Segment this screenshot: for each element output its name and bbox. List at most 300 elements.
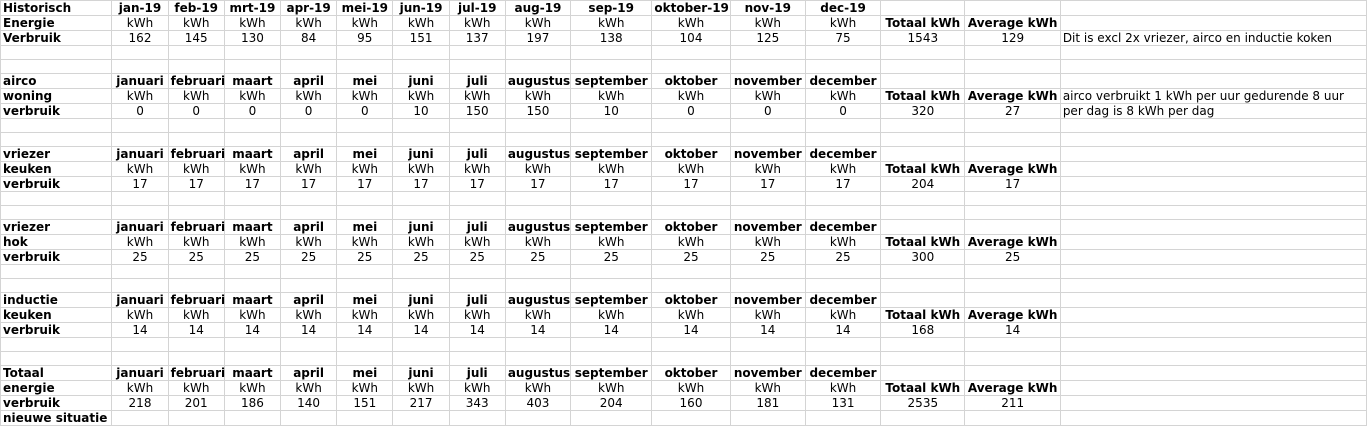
unit-cell[interactable]: kWh: [571, 308, 652, 323]
value-cell[interactable]: 17: [571, 177, 652, 192]
empty-cell[interactable]: [505, 133, 570, 147]
unit-cell[interactable]: kWh: [224, 89, 280, 104]
avg-label-cell[interactable]: Average kWh: [965, 16, 1060, 31]
value-cell[interactable]: 17: [281, 177, 337, 192]
empty-cell[interactable]: [337, 60, 393, 74]
empty-cell[interactable]: [571, 352, 652, 366]
empty-cell[interactable]: [1, 46, 112, 60]
month-header-cell[interactable]: feb-19: [168, 1, 224, 16]
month-header-cell[interactable]: januari: [112, 293, 168, 308]
value-cell[interactable]: 17: [652, 177, 730, 192]
empty-cell[interactable]: [965, 46, 1060, 60]
value-cell[interactable]: 131: [805, 396, 880, 411]
value-cell[interactable]: 150: [505, 104, 570, 119]
block-label-cell[interactable]: verbruik: [1, 396, 112, 411]
empty-cell[interactable]: [1060, 235, 1366, 250]
empty-cell[interactable]: [112, 352, 168, 366]
unit-cell[interactable]: kWh: [168, 162, 224, 177]
month-header-cell[interactable]: mei: [337, 147, 393, 162]
empty-cell[interactable]: [337, 265, 393, 279]
empty-cell[interactable]: [1060, 177, 1366, 192]
avg-label-cell[interactable]: Average kWh: [965, 308, 1060, 323]
empty-cell[interactable]: [281, 411, 337, 426]
empty-cell[interactable]: [393, 46, 449, 60]
value-cell[interactable]: 14: [571, 323, 652, 338]
month-header-cell[interactable]: januari: [112, 74, 168, 89]
month-header-cell[interactable]: februari: [168, 147, 224, 162]
month-header-cell[interactable]: oktober-19: [652, 1, 730, 16]
value-cell[interactable]: 138: [571, 31, 652, 46]
empty-cell[interactable]: [224, 265, 280, 279]
unit-cell[interactable]: kWh: [449, 162, 505, 177]
month-header-cell[interactable]: mei-19: [337, 1, 393, 16]
unit-cell[interactable]: kWh: [224, 381, 280, 396]
month-header-cell[interactable]: juni: [393, 220, 449, 235]
empty-cell[interactable]: [881, 46, 965, 60]
month-header-cell[interactable]: juni: [393, 293, 449, 308]
empty-cell[interactable]: [805, 352, 880, 366]
unit-cell[interactable]: kWh: [730, 308, 805, 323]
month-header-cell[interactable]: december: [805, 147, 880, 162]
value-cell[interactable]: 25: [281, 250, 337, 265]
empty-cell[interactable]: [224, 352, 280, 366]
month-header-cell[interactable]: juni: [393, 74, 449, 89]
month-header-cell[interactable]: april: [281, 74, 337, 89]
month-header-cell[interactable]: december: [805, 74, 880, 89]
value-cell[interactable]: 14: [505, 323, 570, 338]
empty-cell[interactable]: [337, 411, 393, 426]
month-header-cell[interactable]: maart: [224, 366, 280, 381]
month-header-cell[interactable]: mei: [337, 74, 393, 89]
empty-cell[interactable]: [1060, 323, 1366, 338]
block-label-cell[interactable]: woning: [1, 89, 112, 104]
empty-cell[interactable]: [281, 119, 337, 133]
avg-value-cell[interactable]: 14: [965, 323, 1060, 338]
month-header-cell[interactable]: jul-19: [449, 1, 505, 16]
month-header-cell[interactable]: september: [571, 366, 652, 381]
month-header-cell[interactable]: januari: [112, 220, 168, 235]
unit-cell[interactable]: kWh: [730, 381, 805, 396]
unit-cell[interactable]: kWh: [168, 381, 224, 396]
empty-cell[interactable]: [730, 411, 805, 426]
empty-cell[interactable]: [168, 206, 224, 220]
empty-cell[interactable]: [805, 133, 880, 147]
value-cell[interactable]: 14: [337, 323, 393, 338]
month-header-cell[interactable]: september: [571, 220, 652, 235]
empty-cell[interactable]: [337, 338, 393, 352]
unit-cell[interactable]: kWh: [730, 16, 805, 31]
month-header-cell[interactable]: augustus: [505, 293, 570, 308]
unit-cell[interactable]: kWh: [571, 381, 652, 396]
empty-cell[interactable]: [449, 192, 505, 206]
value-cell[interactable]: 10: [571, 104, 652, 119]
empty-cell[interactable]: [168, 119, 224, 133]
value-cell[interactable]: 84: [281, 31, 337, 46]
empty-cell[interactable]: [805, 119, 880, 133]
empty-cell[interactable]: [730, 192, 805, 206]
month-header-cell[interactable]: december: [805, 366, 880, 381]
month-header-cell[interactable]: augustus: [505, 74, 570, 89]
empty-cell[interactable]: [571, 192, 652, 206]
value-cell[interactable]: 25: [337, 250, 393, 265]
unit-cell[interactable]: kWh: [505, 89, 570, 104]
total-label-cell[interactable]: Totaal kWh: [881, 235, 965, 250]
empty-cell[interactable]: [337, 46, 393, 60]
empty-cell[interactable]: [1060, 147, 1366, 162]
block-label-cell[interactable]: verbruik: [1, 250, 112, 265]
empty-cell[interactable]: [965, 119, 1060, 133]
month-header-cell[interactable]: november: [730, 293, 805, 308]
month-header-cell[interactable]: juli: [449, 74, 505, 89]
unit-cell[interactable]: kWh: [168, 235, 224, 250]
value-cell[interactable]: 25: [652, 250, 730, 265]
value-cell[interactable]: 25: [505, 250, 570, 265]
value-cell[interactable]: 0: [281, 104, 337, 119]
empty-cell[interactable]: [112, 60, 168, 74]
unit-cell[interactable]: kWh: [652, 381, 730, 396]
month-header-cell[interactable]: jun-19: [393, 1, 449, 16]
unit-cell[interactable]: kWh: [730, 162, 805, 177]
empty-cell[interactable]: [730, 206, 805, 220]
empty-cell[interactable]: [505, 206, 570, 220]
avg-value-cell[interactable]: 211: [965, 396, 1060, 411]
value-cell[interactable]: 186: [224, 396, 280, 411]
unit-cell[interactable]: kWh: [730, 89, 805, 104]
value-cell[interactable]: 17: [505, 177, 570, 192]
empty-cell[interactable]: [505, 119, 570, 133]
empty-cell[interactable]: [965, 1, 1060, 16]
empty-cell[interactable]: [1, 265, 112, 279]
unit-cell[interactable]: kWh: [112, 162, 168, 177]
month-header-cell[interactable]: december: [805, 220, 880, 235]
empty-cell[interactable]: [965, 192, 1060, 206]
unit-cell[interactable]: kWh: [730, 235, 805, 250]
unit-cell[interactable]: kWh: [652, 235, 730, 250]
empty-cell[interactable]: [1, 133, 112, 147]
value-cell[interactable]: 403: [505, 396, 570, 411]
value-cell[interactable]: 150: [449, 104, 505, 119]
empty-cell[interactable]: [1060, 411, 1366, 426]
value-cell[interactable]: 218: [112, 396, 168, 411]
empty-cell[interactable]: [1060, 133, 1366, 147]
value-cell[interactable]: 14: [168, 323, 224, 338]
unit-cell[interactable]: kWh: [449, 381, 505, 396]
total-value-cell[interactable]: 300: [881, 250, 965, 265]
empty-cell[interactable]: [505, 46, 570, 60]
value-cell[interactable]: 25: [112, 250, 168, 265]
empty-cell[interactable]: [168, 46, 224, 60]
value-cell[interactable]: 160: [652, 396, 730, 411]
month-header-cell[interactable]: maart: [224, 220, 280, 235]
empty-cell[interactable]: [505, 352, 570, 366]
empty-cell[interactable]: [965, 366, 1060, 381]
value-cell[interactable]: 14: [805, 323, 880, 338]
block-label-cell[interactable]: verbruik: [1, 323, 112, 338]
empty-cell[interactable]: [168, 411, 224, 426]
unit-cell[interactable]: kWh: [281, 235, 337, 250]
month-header-cell[interactable]: mei: [337, 293, 393, 308]
value-cell[interactable]: 0: [730, 104, 805, 119]
empty-cell[interactable]: [881, 220, 965, 235]
month-header-cell[interactable]: november: [730, 147, 805, 162]
empty-cell[interactable]: [112, 133, 168, 147]
month-header-cell[interactable]: november: [730, 366, 805, 381]
total-value-cell[interactable]: 2535: [881, 396, 965, 411]
unit-cell[interactable]: kWh: [224, 16, 280, 31]
empty-cell[interactable]: [881, 206, 965, 220]
empty-cell[interactable]: [881, 147, 965, 162]
empty-cell[interactable]: [281, 192, 337, 206]
month-header-cell[interactable]: maart: [224, 74, 280, 89]
value-cell[interactable]: 25: [571, 250, 652, 265]
empty-cell[interactable]: [1060, 192, 1366, 206]
empty-cell[interactable]: [805, 206, 880, 220]
empty-cell[interactable]: [112, 338, 168, 352]
empty-cell[interactable]: [393, 352, 449, 366]
value-cell[interactable]: 17: [337, 177, 393, 192]
empty-cell[interactable]: [224, 206, 280, 220]
month-header-cell[interactable]: december: [805, 293, 880, 308]
value-cell[interactable]: 17: [224, 177, 280, 192]
empty-cell[interactable]: [965, 411, 1060, 426]
unit-cell[interactable]: kWh: [224, 308, 280, 323]
header-title-cell[interactable]: Historisch: [1, 1, 112, 16]
empty-cell[interactable]: [1060, 206, 1366, 220]
empty-cell[interactable]: [881, 265, 965, 279]
empty-cell[interactable]: [281, 352, 337, 366]
empty-cell[interactable]: [730, 352, 805, 366]
empty-cell[interactable]: [1060, 396, 1366, 411]
empty-cell[interactable]: [571, 265, 652, 279]
month-header-cell[interactable]: april: [281, 220, 337, 235]
empty-cell[interactable]: [571, 279, 652, 293]
value-cell[interactable]: 10: [393, 104, 449, 119]
month-header-cell[interactable]: februari: [168, 74, 224, 89]
block-label-cell[interactable]: vriezer: [1, 147, 112, 162]
empty-cell[interactable]: [652, 411, 730, 426]
unit-cell[interactable]: kWh: [337, 89, 393, 104]
empty-cell[interactable]: [505, 265, 570, 279]
empty-cell[interactable]: [337, 206, 393, 220]
unit-cell[interactable]: kWh: [505, 381, 570, 396]
empty-cell[interactable]: [965, 293, 1060, 308]
unit-cell[interactable]: kWh: [805, 89, 880, 104]
unit-cell[interactable]: kWh: [281, 381, 337, 396]
unit-cell[interactable]: kWh: [337, 16, 393, 31]
unit-cell[interactable]: kWh: [505, 16, 570, 31]
month-header-cell[interactable]: mei: [337, 220, 393, 235]
block-label-cell[interactable]: keuken: [1, 162, 112, 177]
empty-cell[interactable]: [571, 60, 652, 74]
value-cell[interactable]: 75: [805, 31, 880, 46]
empty-cell[interactable]: [1, 279, 112, 293]
unit-cell[interactable]: kWh: [571, 162, 652, 177]
empty-cell[interactable]: [112, 206, 168, 220]
value-cell[interactable]: 130: [224, 31, 280, 46]
month-header-cell[interactable]: september: [571, 74, 652, 89]
unit-cell[interactable]: kWh: [281, 89, 337, 104]
unit-cell[interactable]: kWh: [505, 162, 570, 177]
unit-cell[interactable]: kWh: [393, 162, 449, 177]
unit-cell[interactable]: kWh: [652, 89, 730, 104]
note-cell[interactable]: Dit is excl 2x vriezer, airco en inductie koken: [1060, 31, 1366, 46]
empty-cell[interactable]: [281, 338, 337, 352]
value-cell[interactable]: 145: [168, 31, 224, 46]
month-header-cell[interactable]: mei: [337, 366, 393, 381]
empty-cell[interactable]: [881, 133, 965, 147]
block-label-cell[interactable]: nieuwe situatie: [1, 411, 112, 426]
block-label-cell[interactable]: airco: [1, 74, 112, 89]
empty-cell[interactable]: [281, 279, 337, 293]
empty-cell[interactable]: [1060, 352, 1366, 366]
block-label-cell[interactable]: vriezer: [1, 220, 112, 235]
empty-cell[interactable]: [449, 352, 505, 366]
note-cell[interactable]: airco verbruikt 1 kWh per uur gedurende 8 uur: [1060, 89, 1366, 104]
empty-cell[interactable]: [652, 133, 730, 147]
block-label-cell[interactable]: Totaal: [1, 366, 112, 381]
empty-cell[interactable]: [449, 46, 505, 60]
value-cell[interactable]: 151: [393, 31, 449, 46]
month-header-cell[interactable]: september: [571, 293, 652, 308]
empty-cell[interactable]: [571, 46, 652, 60]
month-header-cell[interactable]: november: [730, 74, 805, 89]
unit-cell[interactable]: kWh: [168, 308, 224, 323]
empty-cell[interactable]: [393, 60, 449, 74]
value-cell[interactable]: 25: [393, 250, 449, 265]
empty-cell[interactable]: [1060, 46, 1366, 60]
empty-cell[interactable]: [224, 46, 280, 60]
month-header-cell[interactable]: mrt-19: [224, 1, 280, 16]
month-header-cell[interactable]: maart: [224, 147, 280, 162]
empty-cell[interactable]: [965, 60, 1060, 74]
month-header-cell[interactable]: sep-19: [571, 1, 652, 16]
value-cell[interactable]: 151: [337, 396, 393, 411]
empty-cell[interactable]: [881, 366, 965, 381]
empty-cell[interactable]: [112, 46, 168, 60]
empty-cell[interactable]: [168, 265, 224, 279]
unit-cell[interactable]: kWh: [449, 308, 505, 323]
empty-cell[interactable]: [881, 411, 965, 426]
empty-cell[interactable]: [224, 411, 280, 426]
unit-cell[interactable]: kWh: [337, 308, 393, 323]
avg-value-cell[interactable]: 129: [965, 31, 1060, 46]
empty-cell[interactable]: [652, 119, 730, 133]
empty-cell[interactable]: [1, 352, 112, 366]
empty-cell[interactable]: [881, 119, 965, 133]
avg-label-cell[interactable]: Average kWh: [965, 235, 1060, 250]
empty-cell[interactable]: [505, 60, 570, 74]
empty-cell[interactable]: [965, 206, 1060, 220]
unit-cell[interactable]: kWh: [805, 308, 880, 323]
empty-cell[interactable]: [652, 265, 730, 279]
empty-cell[interactable]: [571, 133, 652, 147]
empty-cell[interactable]: [168, 133, 224, 147]
empty-cell[interactable]: [281, 133, 337, 147]
empty-cell[interactable]: [337, 119, 393, 133]
month-header-cell[interactable]: april: [281, 147, 337, 162]
value-cell[interactable]: 197: [505, 31, 570, 46]
empty-cell[interactable]: [805, 279, 880, 293]
empty-cell[interactable]: [112, 279, 168, 293]
month-header-cell[interactable]: maart: [224, 293, 280, 308]
row-label-cell[interactable]: Energie: [1, 16, 112, 31]
unit-cell[interactable]: kWh: [393, 381, 449, 396]
value-cell[interactable]: 95: [337, 31, 393, 46]
value-cell[interactable]: 25: [449, 250, 505, 265]
empty-cell[interactable]: [965, 147, 1060, 162]
empty-cell[interactable]: [730, 60, 805, 74]
value-cell[interactable]: 0: [805, 104, 880, 119]
month-header-cell[interactable]: januari: [112, 147, 168, 162]
value-cell[interactable]: 14: [652, 323, 730, 338]
value-cell[interactable]: 0: [652, 104, 730, 119]
unit-cell[interactable]: kWh: [571, 89, 652, 104]
value-cell[interactable]: 217: [393, 396, 449, 411]
value-cell[interactable]: 25: [805, 250, 880, 265]
empty-cell[interactable]: [337, 192, 393, 206]
empty-cell[interactable]: [730, 119, 805, 133]
month-header-cell[interactable]: april: [281, 366, 337, 381]
value-cell[interactable]: 0: [112, 104, 168, 119]
value-cell[interactable]: 0: [337, 104, 393, 119]
empty-cell[interactable]: [652, 60, 730, 74]
unit-cell[interactable]: kWh: [652, 162, 730, 177]
empty-cell[interactable]: [449, 279, 505, 293]
total-value-cell[interactable]: 1543: [881, 31, 965, 46]
value-cell[interactable]: 162: [112, 31, 168, 46]
empty-cell[interactable]: [393, 192, 449, 206]
empty-cell[interactable]: [449, 206, 505, 220]
unit-cell[interactable]: kWh: [805, 381, 880, 396]
unit-cell[interactable]: kWh: [571, 16, 652, 31]
month-header-cell[interactable]: juli: [449, 147, 505, 162]
empty-cell[interactable]: [1, 338, 112, 352]
value-cell[interactable]: 14: [281, 323, 337, 338]
empty-cell[interactable]: [224, 133, 280, 147]
month-header-cell[interactable]: november: [730, 220, 805, 235]
empty-cell[interactable]: [1, 192, 112, 206]
empty-cell[interactable]: [393, 279, 449, 293]
value-cell[interactable]: 104: [652, 31, 730, 46]
unit-cell[interactable]: kWh: [505, 235, 570, 250]
empty-cell[interactable]: [805, 338, 880, 352]
value-cell[interactable]: 204: [571, 396, 652, 411]
empty-cell[interactable]: [393, 265, 449, 279]
empty-cell[interactable]: [730, 279, 805, 293]
unit-cell[interactable]: kWh: [337, 162, 393, 177]
value-cell[interactable]: 14: [393, 323, 449, 338]
total-value-cell[interactable]: 168: [881, 323, 965, 338]
month-header-cell[interactable]: juli: [449, 293, 505, 308]
empty-cell[interactable]: [805, 192, 880, 206]
block-label-cell[interactable]: keuken: [1, 308, 112, 323]
avg-value-cell[interactable]: 25: [965, 250, 1060, 265]
unit-cell[interactable]: kWh: [805, 16, 880, 31]
month-header-cell[interactable]: juni: [393, 366, 449, 381]
empty-cell[interactable]: [281, 60, 337, 74]
block-label-cell[interactable]: inductie: [1, 293, 112, 308]
unit-cell[interactable]: kWh: [112, 308, 168, 323]
value-cell[interactable]: 17: [805, 177, 880, 192]
value-cell[interactable]: 25: [730, 250, 805, 265]
empty-cell[interactable]: [730, 133, 805, 147]
empty-cell[interactable]: [281, 46, 337, 60]
month-header-cell[interactable]: oktober: [652, 147, 730, 162]
unit-cell[interactable]: kWh: [805, 235, 880, 250]
value-cell[interactable]: 181: [730, 396, 805, 411]
month-header-cell[interactable]: januari: [112, 366, 168, 381]
empty-cell[interactable]: [1060, 366, 1366, 381]
